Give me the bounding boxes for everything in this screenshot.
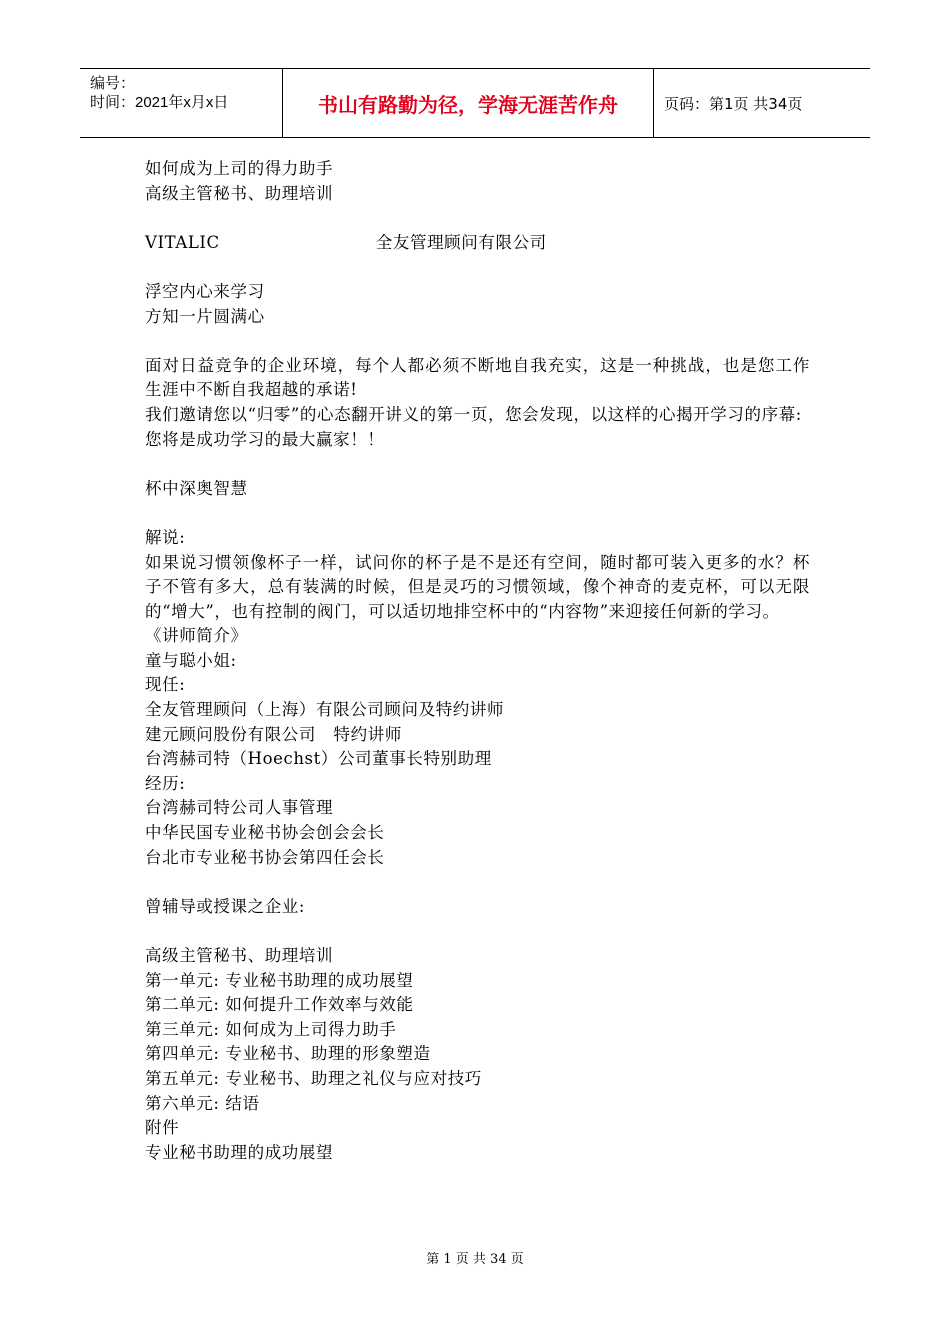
lecturer-name: 童与聪小姐: [145,650,237,670]
appendix-item: 专业秘书助理的成功展望 [145,1142,334,1162]
header-meta [80,69,282,137]
doc-title: 如何成为上司的得力助手 [145,159,334,178]
unit-item: 第二单元: 如何提升工作效率与效能 [145,995,414,1015]
experience-item: 中华民国专业秘书协会创会会长 [145,823,385,843]
current-item: 台湾赫司特（Hoechst）公司董事长特别助理 [145,749,492,769]
appendix-label: 附件 [145,1118,180,1138]
current-item: 全友管理顾问（上海）有限公司顾问及特约讲师 [145,700,505,720]
company-name: 全友管理顾问有限公司 [375,232,547,252]
brand-line [145,231,810,256]
explain-paragraph: 如果说习惯领像杯子一样，试问你的杯子是不是还有空间，随时都可装入更多的水？杯子不管有多大，总有装满的时候，但是灵巧的习惯领域，像个神奇的麦克杯，可以无限的“增大”，也有控制的阀门，可以适切地排空杯中的“内容物”来迎接任何新的学习。 [145,552,810,621]
page-footer: 第 1 页 共 34 页 [426,1252,524,1267]
number-label: 编号： [90,75,136,92]
unit-item: 第四单元: 专业秘书、助理的形象塑造 [145,1044,431,1064]
header-motto: 书山有路勤为径，学海无涯苦作舟 [318,92,618,117]
course-title: 高级主管秘书、助理培训 [145,946,334,965]
intro-paragraph: 面对日益竞争的企业环境，每个人都必须不断地自我充实，这是一种挑战，也是您工作生涯中不断自我超越的承诺! [145,355,810,400]
current-item: 建元顾问股份有限公司 特约讲师 [145,724,402,744]
unit-item: 第六单元: 结语 [145,1093,260,1113]
explain-label: 解说: [145,527,186,547]
current-label: 现任: [145,675,186,695]
document-header [80,68,870,138]
header-divider [653,69,654,137]
intro-paragraph: 我们邀请您以“归零”的心态翻开讲义的第一页，您会发现，以这样的心揭开学习的序幕: [145,404,802,424]
unit-item: 第三单元: 如何成为上司得力助手 [145,1019,397,1039]
experience-item: 台湾赫司特公司人事管理 [145,798,334,818]
poem-line: 方知一片圆满心 [145,306,265,326]
clients-label: 曾辅导或授课之企业: [145,896,306,916]
experience-item: 台北市专业秘书协会第四任会长 [145,847,385,867]
unit-item: 第一单元: 专业秘书助理的成功展望 [145,970,414,990]
date-label: 时间：2021年x月x日 [90,94,229,111]
unit-item: 第五单元: 专业秘书、助理之礼仪与应对技巧 [145,1068,482,1088]
experience-label: 经历: [145,773,186,793]
document-body [145,157,810,1165]
intro-paragraph: 您将是成功学习的最大赢家！！ [145,429,385,449]
header-page-label: 页码：第1页 共34页 [664,94,803,113]
lecturer-heading: 《讲师简介》 [145,626,248,646]
poem-line: 浮空内心来学习 [145,281,265,301]
doc-subtitle: 高级主管秘书、助理培训 [145,183,334,203]
brand-name: VITALIC [145,232,220,252]
section-heading: 杯中深奥智慧 [145,478,248,498]
